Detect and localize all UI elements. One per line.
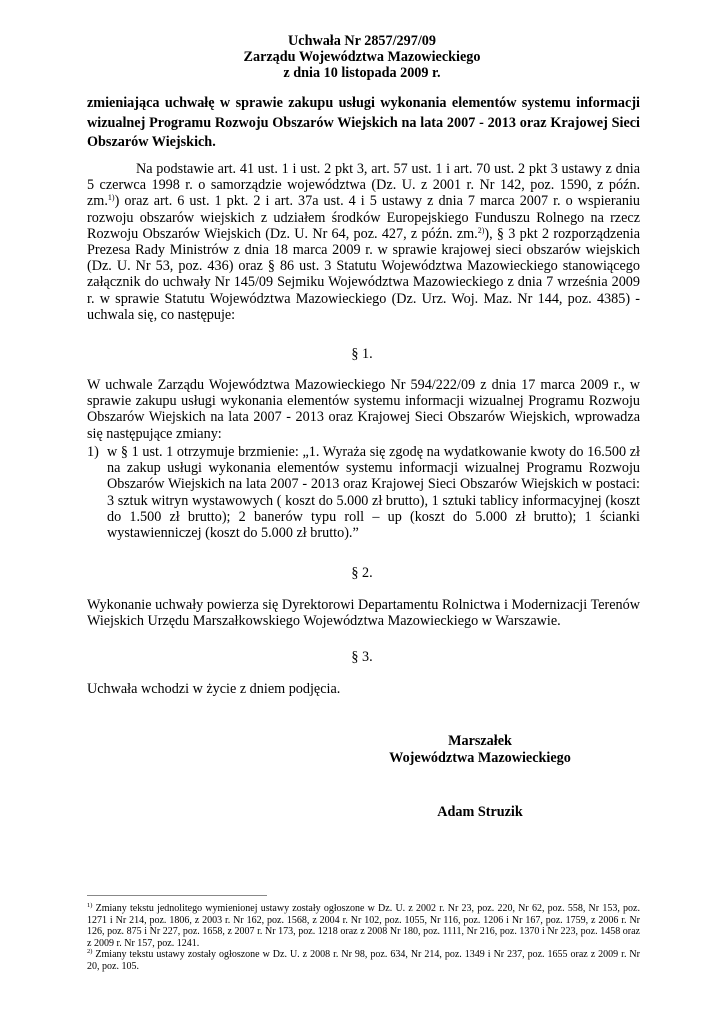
section-1-mark: § 1.	[351, 346, 373, 362]
footnote-1	[87, 903, 640, 949]
resolution-header	[0, 33, 724, 81]
section-1-item	[87, 444, 640, 541]
item-text: w § 1 ust. 1 otrzymuje brzmienie: „1. Wyraża się zgodę na wydatkowanie kwoty do 16.500 zł na zakup usługi wykonania elementów systemu informacji wizualnej Programu Rozwoju Obszarów Wiejskich na lata 2007 - 2013 oraz Krajowej Sieci Obszarów Wiejskich w postaci: 3 sztuk witryn wystawowych ( koszt do 5.000 zł brutto), 1 sztuki tablicy informacyjnej (koszt do 1.500 zł brutto); 2 banerów typu roll – up (koszt do 5.000 zł brutto); 1 ścianki wystawienniczej (koszt do 5.000 zł brutto).”	[107, 444, 640, 542]
section-2-text: Wykonanie uchwały powierza się Dyrektorowi Departamentu Rolnictwa i Modernizacji Terenów Wiejskich Urzędu Marszałkowskiego Województwa Mazowieckiego w Warszawie.	[87, 597, 640, 630]
signatory-office: Województwa Mazowieckiego	[389, 749, 571, 766]
section-3-text: Uchwała wchodzi w życie z dniem podjęcia.	[87, 681, 341, 697]
resolution-number: Uchwała Nr 2857/297/09	[288, 33, 436, 49]
legal-basis-part1: Na podstawie art. 41 ust. 1 i ust. 2 pkt 3, art. 57 ust. 1 i art. 70 ust. 2 pkt 3 ustawy z dnia 5 czerwca 1998 r. o samorządzie województwa (Dz. U. z 2001 r. Nr 142, poz. 1590, z późn. zm.	[87, 161, 640, 210]
footnote-1-text: Zmiany tekstu jednolitego wymienionej ustawy zostały ogłoszone w Dz. U. z 2002 r. Nr 23, poz. 220, Nr 62, poz. 558, Nr 153, poz. 1271 i Nr 214, poz. 1806, z 2003 r. Nr 162, poz. 1568, z 2004 r. Nr 102, poz. 1055, Nr 116, poz. 1206 i Nr 167, poz. 1759, z 2006 r. Nr 126, poz. 875 i Nr 227, poz. 1658, z 2007 r. Nr 173, poz. 1218 oraz z 2008 Nr 180, poz. 1111, Nr 216, poz. 1370 i Nr 223, poz. 1458 oraz z 2009 r. Nr 157, poz. 1241.	[87, 903, 640, 949]
footnote-ref-2: 2)	[477, 225, 485, 235]
section-3-mark: § 3.	[351, 649, 373, 665]
footnote-1-mark: 1)	[87, 902, 93, 909]
legal-basis-part2: ) oraz art. 6 ust. 1 pkt. 2 i art. 37a ust. 4 i 5 ustawy z dnia 7 marca 2007 r. o wspieraniu rozwoju obszarów wiejskich z udziałem środków Europejskiego Funduszu Rolnego na rzecz Rozwoju Obszarów Wiejskich (Dz. U. Nr 64, poz. 427, z późn. zm.	[87, 193, 640, 242]
footnotes	[87, 903, 640, 973]
section-2-mark: § 2.	[351, 565, 373, 581]
section-1-intro: W uchwale Zarządu Województwa Mazowieckiego Nr 594/222/09 z dnia 17 marca 2009 r., w sprawie zakupu usługi wykonania elementów systemu informacji wizualnej Programu Rozwoju Obszarów Wiejskich na lata 2007 - 2013 oraz Krajowej Sieci Obszarów Wiejskich, wprowadza się następujące zmiany:	[87, 377, 640, 442]
footnote-2	[87, 949, 640, 972]
signatory-name: Adam Struzik	[437, 804, 523, 820]
footnote-2-mark: 2)	[87, 948, 93, 956]
legal-basis-part3: ), § 3 pkt 2 rozporządzenia Prezesa Rady Ministrów z dnia 18 marca 2009 r. w sprawie krajowej sieci obszarów wiejskich (Dz. U. Nr 53, poz. 436) oraz § 86 ust. 3 Statutu Województwa Mazowieckiego stanowiącego załącznik do uchwały Nr 145/09 Sejmiku Województwa Mazowieckiego z dnia 7 września 2009 r. w sprawie Statutu Województwa Mazowieckiego (Dz. Urz. Woj. Maz. Nr 144, poz. 4385) - uchwala się, co następuje:	[87, 225, 640, 323]
legal-basis	[87, 161, 640, 323]
signatory-title	[380, 733, 580, 766]
footnote-ref-1: 1)	[107, 193, 115, 203]
footnote-2-text: Zmiany tekstu ustawy zostały ogłoszone w Dz. U. z 2008 r. Nr 98, poz. 634, Nr 214, poz. 1349 i Nr 237, poz. 1655 oraz z 2009 r. Nr 20, poz. 105.	[87, 949, 640, 972]
signatory-position: Marszałek	[448, 733, 512, 749]
resolution-date: z dnia 10 listopada 2009 r.	[283, 65, 441, 81]
footnote-divider	[87, 895, 267, 896]
item-number: 1)	[87, 444, 99, 460]
issuing-body: Zarządu Województwa Mazowieckiego	[243, 49, 481, 65]
resolution-subject: zmieniająca uchwałę w sprawie zakupu usługi wykonania elementów systemu informacji wizualnej Programu Rozwoju Obszarów Wiejskich na lata 2007 - 2013 oraz Krajowej Sieci Obszarów Wiejskich.	[87, 95, 640, 150]
